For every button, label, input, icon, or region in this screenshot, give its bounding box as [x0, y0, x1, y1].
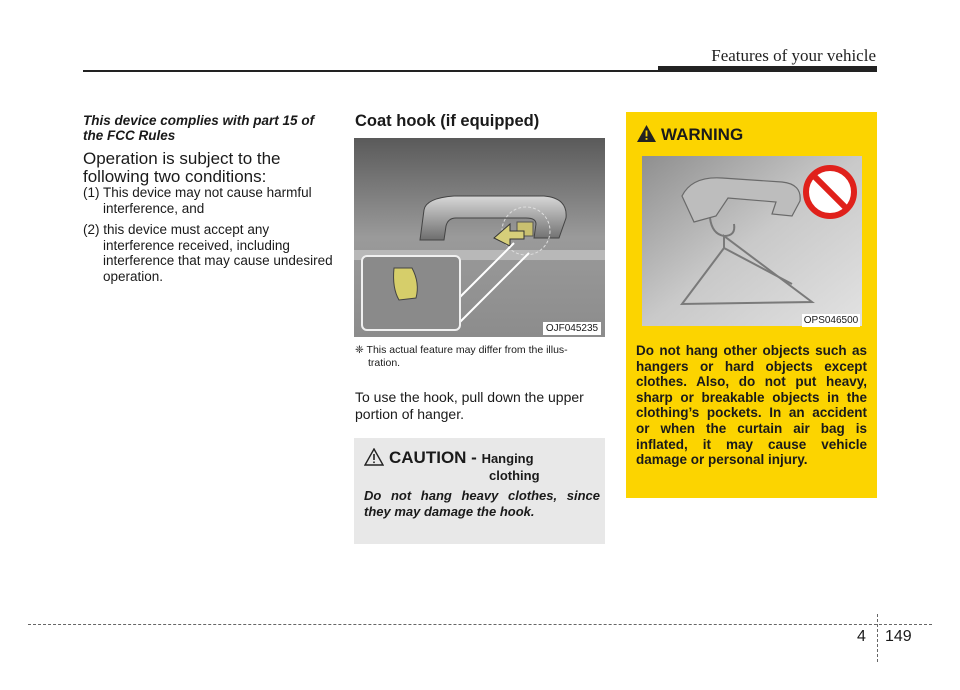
note-text: This actual feature may differ from the illus-: [366, 344, 568, 356]
header-rule-accent: [658, 66, 877, 72]
coat-hook-photo: [354, 138, 605, 337]
warning-body: Do not hang other objects such as hangers or hard objects except clothes. Also, do not put heavy, sharp or breakable objects in the clothing’s pockets. In an accident or when the curtain air bag is inflated, it may cause vehicle damage or personal injury.: [636, 343, 867, 468]
illustration-note-line-2: tration.: [368, 357, 401, 369]
illustration-note-line-1: [355, 344, 607, 357]
warning-image-code: OPS046500: [803, 315, 859, 326]
warning-heading: WARNING: [661, 125, 744, 144]
fcc-lead-text: Operation is subject to the following two conditions:: [83, 149, 281, 186]
caution-subject-line-1: Hanging: [481, 451, 534, 466]
page-header-title: Features of your vehicle: [711, 46, 876, 65]
fcc-title: This device complies with part 15 of the FCC Rules: [83, 113, 315, 143]
illustration-note: [355, 344, 607, 370]
warning-box: [626, 112, 877, 498]
caution-heading: [389, 448, 534, 468]
caution-subject-line-2: clothing: [489, 468, 540, 483]
chapter-number: 4: [857, 628, 866, 645]
coat-hook-image-code: OJF045235: [543, 322, 601, 335]
fcc-conditions-list: [83, 185, 335, 291]
page-number: 149: [885, 628, 912, 645]
fcc-condition-1: (1) This device may not cause harmful interference, and: [83, 185, 312, 216]
caution-box: [354, 438, 605, 544]
coat-hook-instruction: To use the hook, pull down the upper portion of hanger.: [355, 389, 584, 422]
caution-body: Do not hang heavy clothes, since they may damage the hook.: [364, 488, 600, 519]
warning-triangle-icon: [636, 124, 657, 148]
footer-rule: [28, 624, 932, 625]
fcc-condition-2: (2) this device must accept any interference received, including interference that may cause undesired operation.: [83, 222, 333, 284]
caution-label: CAUTION -: [389, 448, 477, 467]
note-symbol-icon: ❈: [355, 344, 364, 356]
caution-triangle-icon: [364, 448, 384, 471]
coat-hook-heading: Coat hook (if equipped): [355, 112, 540, 130]
footer-divider: [877, 614, 878, 662]
warning-hanger-photo: [642, 156, 862, 326]
